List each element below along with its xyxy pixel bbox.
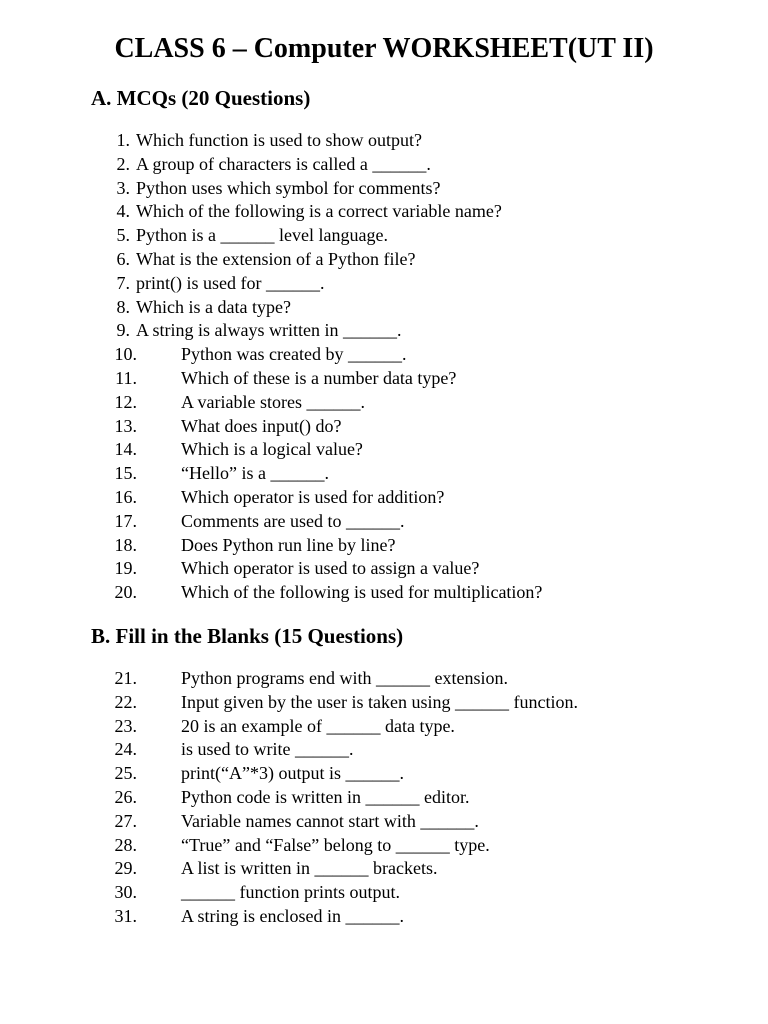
question-item [0, 437, 768, 461]
question-text: Which is a logical value? [181, 439, 363, 460]
question-item [0, 509, 768, 533]
question-number: 7. [116, 272, 130, 293]
question-number: 2. [116, 153, 130, 174]
question-text: Which of the following is a correct variable name? [136, 201, 502, 222]
question-text: Input given by the user is taken using ______ function. [181, 691, 578, 712]
question-text: A variable stores ______. [181, 391, 365, 412]
question-number: 17. [114, 510, 137, 531]
question-item [0, 342, 768, 366]
question-number: 21. [114, 668, 137, 688]
question-number: 5. [116, 225, 130, 246]
question-number: 12. [114, 391, 137, 412]
question-item [0, 833, 768, 857]
question-number: 20. [114, 582, 137, 603]
question-number: 10. [114, 344, 137, 365]
question-number: 23. [114, 715, 137, 736]
question-item [0, 880, 768, 904]
question-text: ______ function prints output. [181, 882, 400, 903]
question-number: 1. [116, 130, 130, 150]
question-number: 29. [114, 858, 137, 879]
question-item [0, 761, 768, 785]
question-number: 24. [114, 739, 137, 760]
question-number: 15. [114, 463, 137, 484]
question-number: 30. [114, 882, 137, 903]
question-text: A list is written in ______ brackets. [181, 858, 438, 879]
question-text: A group of characters is called a ______. [136, 153, 431, 174]
question-number: 14. [114, 439, 137, 460]
question-item [0, 856, 768, 880]
question-text: Comments are used to ______. [181, 510, 405, 531]
question-item [0, 223, 768, 247]
question-number: 27. [114, 810, 137, 831]
question-item [0, 666, 768, 690]
question-item [0, 737, 768, 761]
question-item [0, 295, 768, 319]
question-number: 11. [115, 367, 137, 388]
question-item [0, 318, 768, 342]
question-item [0, 128, 768, 152]
question-item [0, 152, 768, 176]
question-number: 13. [114, 415, 137, 436]
question-text: print(“A”*3) output is ______. [181, 763, 404, 784]
question-item [0, 199, 768, 223]
question-number: 8. [116, 296, 130, 317]
question-item [0, 690, 768, 714]
question-item [0, 461, 768, 485]
question-item [0, 366, 768, 390]
question-text: What does input() do? [181, 415, 342, 436]
question-number: 18. [114, 534, 137, 555]
question-item [0, 714, 768, 738]
question-text: “True” and “False” belong to ______ type. [181, 834, 490, 855]
question-number: 4. [116, 201, 130, 222]
fill-blanks-list [0, 666, 768, 928]
question-text: “Hello” is a ______. [181, 463, 329, 484]
question-text: Which is a data type? [136, 296, 291, 317]
question-text: A string is enclosed in ______. [181, 905, 404, 926]
question-text: Python code is written in ______ editor. [181, 786, 470, 807]
question-text: Which of the following is used for multiplication? [181, 582, 543, 603]
question-item [0, 904, 768, 928]
question-item [0, 176, 768, 200]
question-number: 28. [114, 834, 137, 855]
question-number: 22. [114, 691, 137, 712]
question-item [0, 556, 768, 580]
question-item [0, 390, 768, 414]
question-item [0, 785, 768, 809]
question-number: 6. [116, 248, 130, 269]
question-item [0, 533, 768, 557]
question-item [0, 271, 768, 295]
question-text: Which of these is a number data type? [181, 367, 457, 388]
section-a-heading: A. MCQs (20 Questions) [91, 86, 311, 110]
question-item [0, 580, 768, 604]
question-number: 25. [114, 763, 137, 784]
question-text: Python uses which symbol for comments? [136, 177, 441, 198]
worksheet-title: CLASS 6 – Computer WORKSHEET(UT II) [114, 33, 654, 64]
question-item [0, 414, 768, 438]
question-text: 20 is an example of ______ data type. [181, 715, 455, 736]
question-number: 3. [116, 177, 130, 198]
question-number: 26. [114, 786, 137, 807]
question-text: Python is a ______ level language. [136, 225, 388, 246]
question-text: Which function is used to show output? [136, 130, 422, 150]
question-text: Python programs end with ______ extension. [181, 668, 508, 688]
question-number: 19. [114, 558, 137, 579]
question-text: A string is always written in ______. [136, 320, 402, 341]
question-number: 16. [114, 486, 137, 507]
question-item [0, 485, 768, 509]
question-text: Python was created by ______. [181, 344, 407, 365]
question-item [0, 809, 768, 833]
question-text: What is the extension of a Python file? [136, 248, 416, 269]
question-text: Does Python run line by line? [181, 534, 396, 555]
question-text: is used to write ______. [181, 739, 354, 760]
section-b-heading: B. Fill in the Blanks (15 Questions) [91, 624, 404, 648]
question-text: Variable names cannot start with ______. [181, 810, 479, 831]
mcq-list [0, 128, 768, 604]
question-item [0, 247, 768, 271]
question-number: 9. [116, 320, 130, 341]
question-text: print() is used for ______. [136, 272, 325, 293]
question-text: Which operator is used for addition? [181, 486, 445, 507]
question-text: Which operator is used to assign a value? [181, 558, 480, 579]
question-number: 31. [114, 905, 137, 926]
